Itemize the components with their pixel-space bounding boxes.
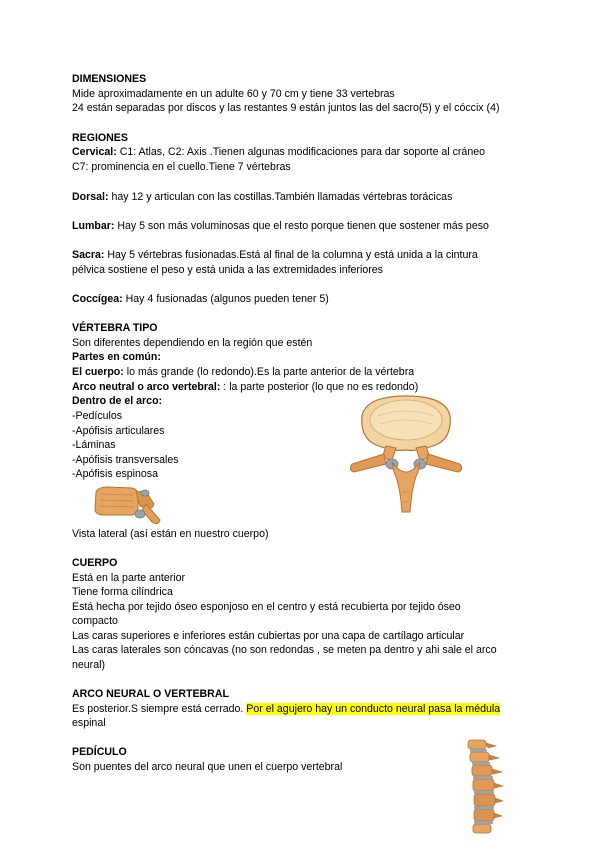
- cervical-line-2: C7: prominencia en el cuello.Tiene 7 vértebras: [72, 161, 291, 173]
- dentro-heading: Dentro de el arco:: [72, 395, 163, 407]
- cuerpo-line-7: neural): [72, 659, 105, 671]
- arco-item: -Apófisis articulares: [72, 425, 165, 437]
- el-cuerpo-line: [72, 365, 414, 380]
- arco-label: Arco neutral o arco vertebral:: [72, 381, 221, 393]
- lumbar-line: [72, 219, 489, 234]
- spine-column-image: [462, 738, 504, 834]
- lumbar-text: Hay 5 son más voluminosas que el resto porque tienen que sostener más peso: [114, 220, 489, 232]
- coccigea-label: Coccígea:: [72, 293, 123, 305]
- dorsal-line: [72, 190, 452, 205]
- coccigea-line: [72, 292, 329, 307]
- arco-text: : la parte posterior (lo que no es redondo): [220, 381, 419, 393]
- pediculo-heading: PEDÍCULO: [72, 746, 127, 758]
- arco-neural-line-2: espinal: [72, 717, 106, 729]
- cuerpo-line-5: Las caras superiores e inferiores están cubiertas por una capa de cartílago articular: [72, 630, 465, 642]
- cuerpo-line-6: Las caras laterales son cóncavas (no son redondas , se meten pa dentro y ahi sale el arco: [72, 644, 497, 656]
- coccigea-text: Hay 4 fusionadas (algunos pueden tener 5): [122, 293, 329, 305]
- cuerpo-line-1: Está en la parte anterior: [72, 572, 186, 584]
- cuerpo-heading: CUERPO: [72, 557, 118, 569]
- cervical-line: [72, 145, 485, 160]
- arco-neural-text: Es posterior.S siempre está cerrado.: [72, 703, 247, 715]
- cuerpo-line-3: Está hecha por tejido óseo esponjoso en el centro y está recubierta por tejido óseo: [72, 601, 461, 613]
- arco-item: -Apófisis espinosa: [72, 468, 158, 480]
- arco-item: -Apófisis transversales: [72, 454, 179, 466]
- arco-neural-highlight: Por el agujero hay un conducto neural pasa la médula: [246, 703, 501, 715]
- regiones-heading: REGIONES: [72, 132, 128, 144]
- vertebra-superior-view-image: [346, 392, 466, 517]
- dimensiones-line-2: 24 están separadas por discos y las restantes 9 están juntos las del sacro(5) y el cóccix (4): [72, 102, 500, 114]
- cuerpo-line-2: Tiene forma cilíndrica: [72, 586, 173, 598]
- arco-item: -Pedículos: [72, 410, 123, 422]
- sacra-text: Hay 5 vértebras fusionadas.Está al final de la columna y está unida a la cintura: [104, 249, 478, 261]
- cuerpo-line-4: compacto: [72, 615, 118, 627]
- lateral-vertebra-image: [88, 484, 164, 528]
- dimensiones-heading: DIMENSIONES: [72, 73, 147, 85]
- sacra-line-2: pélvica sostiene el peso y está unida a las extremidades inferiores: [72, 264, 383, 276]
- vertebra-tipo-heading: VÉRTEBRA TIPO: [72, 322, 158, 334]
- arco-item: -Láminas: [72, 439, 116, 451]
- cervical-label: Cervical:: [72, 146, 117, 158]
- vertebra-tipo-line-1: Son diferentes dependiendo en la región que estén: [72, 337, 313, 349]
- dimensiones-line-1: Mide aproximadamente en un adulte 60 y 70 cm y tiene 33 vertebras: [72, 88, 395, 100]
- sacra-label: Sacra:: [72, 249, 105, 261]
- arco-neural-line-1: [72, 702, 500, 717]
- el-cuerpo-text: lo más grande (lo redondo).Es la parte anterior de la vértebra: [123, 366, 415, 378]
- arco-neural-heading: ARCO NEURAL O VERTEBRAL: [72, 688, 229, 700]
- partes-heading: Partes en común:: [72, 351, 161, 363]
- dorsal-text: hay 12 y articulan con las costillas.También llamadas vértebras torácicas: [108, 191, 453, 203]
- dorsal-label: Dorsal:: [72, 191, 109, 203]
- pediculo-line-1: Son puentes del arco neural que unen el cuerpo vertebral: [72, 761, 343, 773]
- sacra-line: [72, 248, 478, 263]
- el-cuerpo-label: El cuerpo:: [72, 366, 124, 378]
- cervical-text: C1: Atlas, C2: Axis .Tienen algunas modificaciones para dar soporte al cráneo: [116, 146, 486, 158]
- lateral-caption: Vista lateral (así están en nuestro cuerpo): [72, 528, 269, 540]
- lumbar-label: Lumbar:: [72, 220, 115, 232]
